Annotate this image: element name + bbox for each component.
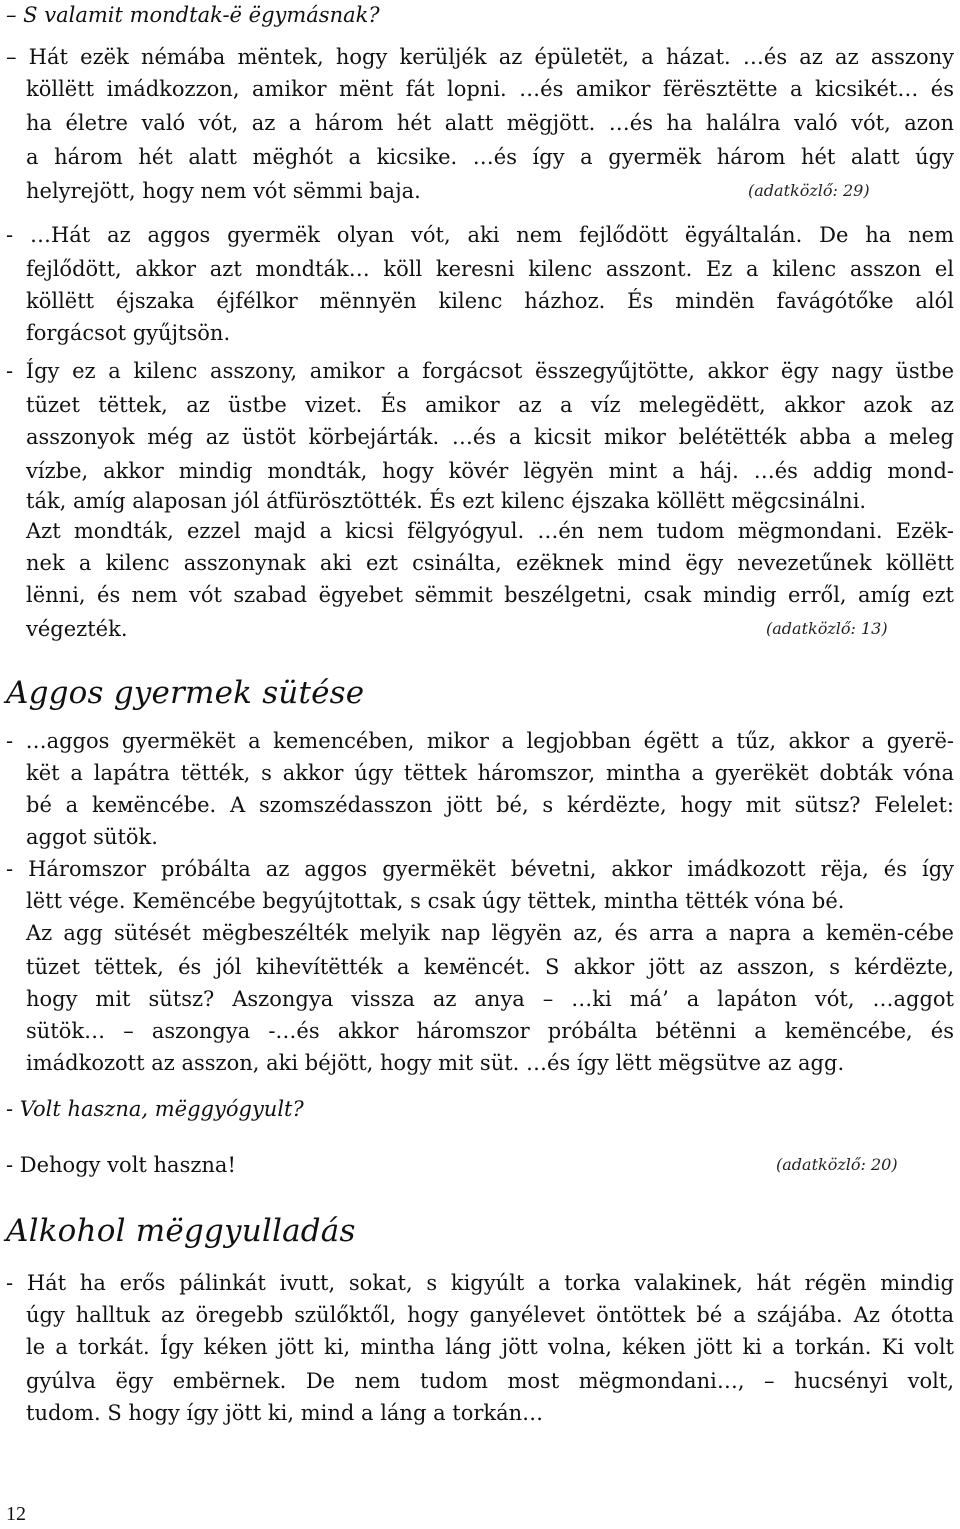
text-line: - …Hát az aggos gyermëk olyan vót, aki nem fejlődött ëgyáltalán. De ha nem [6,223,954,247]
text-line: tudom. S hogy így jött ki, mind a láng a torkán… [26,1401,544,1425]
informant-credit: (adatközlő: 29) [748,181,870,200]
text-line: Az agg sütését mëgbeszélték melyik nap lëgyën az, és arra a napra a kemën-cébe [26,921,954,945]
text-line: aggot sütök. [26,825,158,849]
text-line: köllëtt imádkozzon, amikor mënt fát lopni. …és amikor fërësztëtte a kicsikét… és [26,77,954,101]
text-line: lëtt vége. Kemëncébe begyújtottak, s csak úgy tëttek, mintha tëtték vóna bé. [26,889,845,913]
text-line: - Volt haszna, mëggyógyult? [6,1097,304,1121]
text-line: vízbe, akkor mindig mondták, hogy kövér lëgyën mint a háj. …és addig mond- [26,459,954,483]
text-line: hogy mit sütsz? Aszongya vissza az anya – …ki má’ a lapáton vót, …aggot [26,987,954,1011]
text-line: - Háromszor próbálta az aggos gyermëkët bévetni, akkor imádkozott rëja, és így [6,857,954,881]
text-line: asszonyok még az üstöt körbejárták. …és a kicsit mikor belétëtték abba a meleg [26,425,954,449]
text-line: ták, amíg alaposan jól átfürösztötték. És ezt kilenc éjszaka köllëtt mëgcsinálni. [26,489,867,513]
text-line: - Dehogy volt haszna! [6,1153,236,1177]
text-line: sütök… – aszongya -…és akkor háromszor próbálta bétënni a kemëncébe, és [26,1019,954,1043]
text-line: végezték. [26,617,128,641]
text-line: Azt mondták, ezzel majd a kicsi fëlgyógyul. …én nem tudom mëgmondani. Ezëk- [26,519,954,543]
text-line: bé a keмëncébe. A szomszédasszon jött bé, s kérdëzte, hogy mit sütsz? Felelet: [26,793,954,817]
section-heading: Alkohol mëggyulladás [6,1213,356,1249]
text-line: imádkozott az asszon, aki béjött, hogy mit süt. …és így lëtt mëgsütve az agg. [26,1051,845,1075]
text-line: fejlődött, akkor azt mondták… köll keresni kilenc asszont. Ez a kilenc asszon el [26,257,954,281]
text-line: tüzet tëttek, az üstbe vizet. És amikor az a víz melegëdëtt, akkor azok az [26,393,954,417]
text-line: – S valamit mondtak-ë ëgymásnak? [6,3,380,27]
informant-credit: (adatközlő: 13) [766,619,888,638]
text-line: ha életre való vót, az a három hét alatt mëgjött. …és ha halálra való vót, azon [26,111,954,135]
text-line: - Hát ha erős pálinkát ivutt, sokat, s kigyúlt a torka valakinek, hát régën mindig [6,1271,954,1295]
text-line: úgy halltuk az öregebb szülőktől, hogy ganyélevet öntöttek bé a szájába. Az ótotta [26,1303,954,1327]
text-line: a három hét alatt mëghót a kicsike. …és így a gyermëk három hét alatt úgy [26,145,954,169]
text-line: – Hát ezëk némába mëntek, hogy kerüljék az épületët, a házat. …és az az asszony [6,45,954,69]
text-line: kët a lapátra tëtték, s akkor úgy tëttek háromszor, mintha a gyerëkët dobták vóna [26,761,954,785]
text-line: helyrejött, hogy nem vót sëmmi baja. [26,179,421,203]
informant-credit: (adatközlő: 20) [776,1155,898,1174]
page-number: 12 [6,1503,26,1525]
text-line: tüzet tëttek, és jól kihevítëtték a keмëncét. S akkor jött az asszon, s kérdëzte, [26,955,954,979]
text-line: le a torkát. Így kéken jött ki, mintha láng jött volna, kéken jött ki a torkán. Ki volt [26,1335,954,1359]
text-line: forgácsot gyűjtsön. [26,321,231,345]
text-line: - Így ez a kilenc asszony, amikor a forgácsot ësszegyűjtötte, akkor ëgy nagy üstbe [6,359,954,383]
text-line: - …aggos gyermëkët a kemencében, mikor a legjobban égëtt a tűz, akkor a gyerë- [6,729,954,753]
text-line: lënni, és nem vót szabad ëgyebet sëmmit beszélgetni, csak mindig erről, amíg ezt [26,583,954,607]
text-line: gyúlva ëgy embërnek. De nem tudom most mëgmondani…, – hucsényi volt, [26,1369,954,1393]
section-heading: Aggos gyermek sütése [6,675,365,711]
text-line: nek a kilenc asszonynak aki ezt csinálta, ezëknek mind ëgy nevezetűnek köllëtt [26,551,954,575]
text-line: köllëtt éjszaka éjfélkor mënnyën kilenc házhoz. És mindën favágótőke alól [26,289,954,313]
